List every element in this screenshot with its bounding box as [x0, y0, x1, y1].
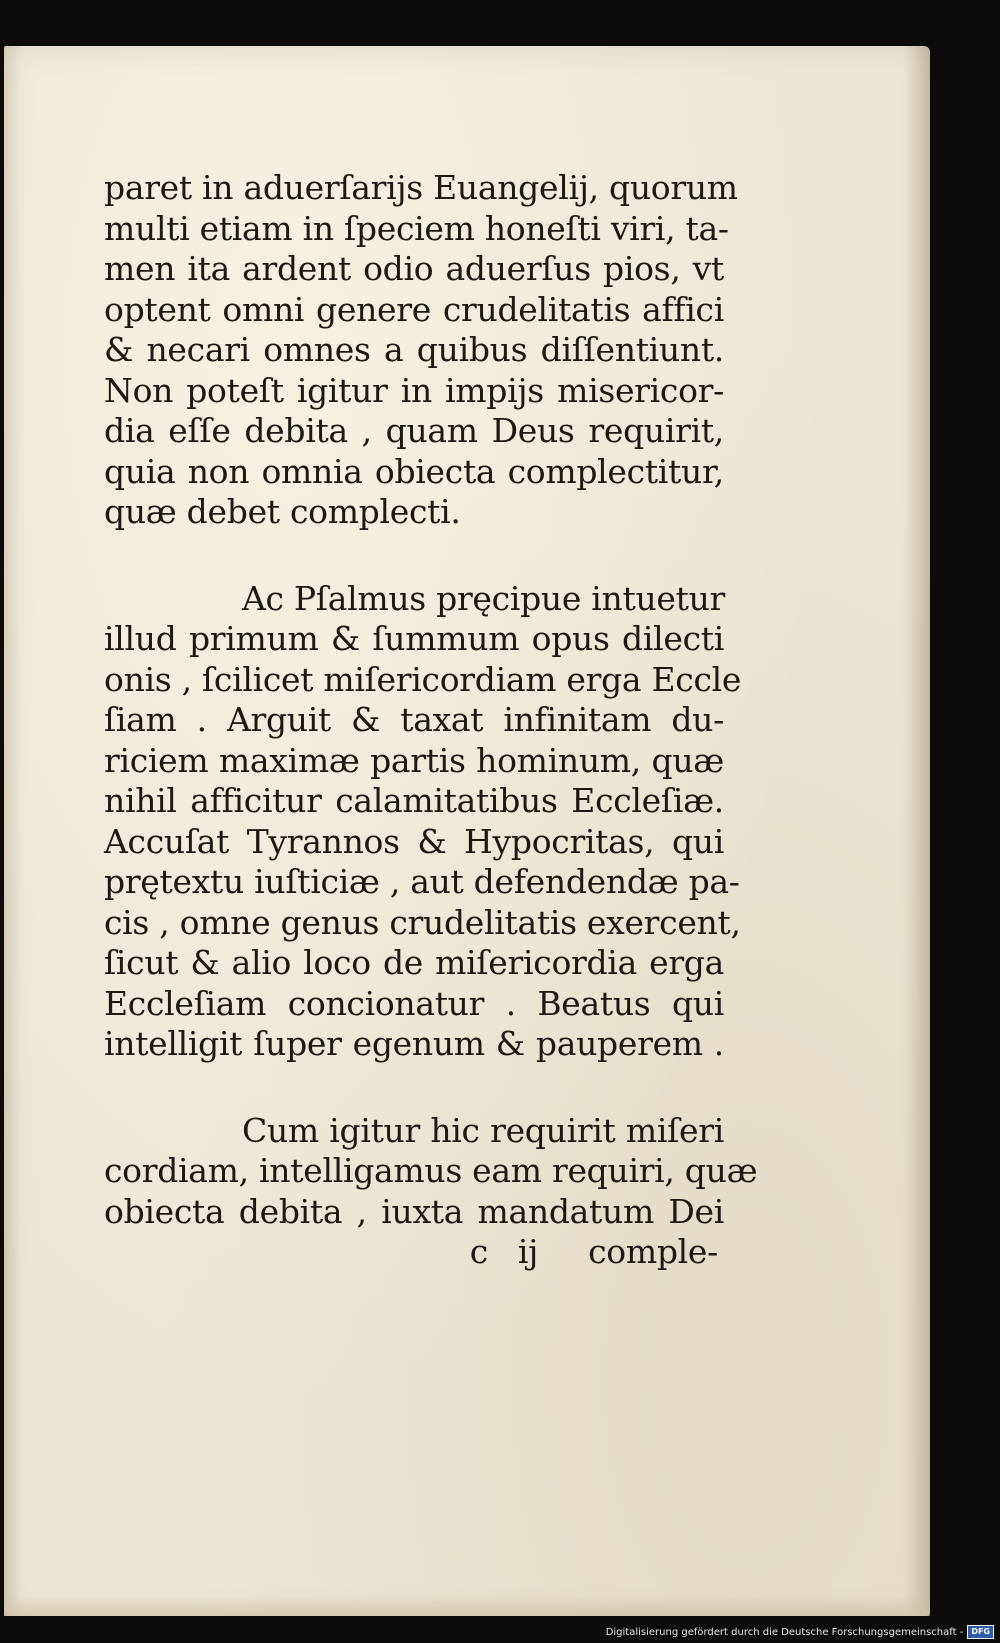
digitization-credit: [606, 1625, 994, 1639]
text-line: dia eſſe debita , quam Deus requirit,: [104, 411, 724, 450]
text-line: Cum igitur hic requirit miſeri: [242, 1110, 724, 1150]
signature-number: ij: [517, 1232, 539, 1271]
text-line: optent omni genere crudelitatis affici: [104, 289, 724, 329]
text-line: obiecta debita , iuxta mandatum Dei: [104, 1191, 724, 1231]
text-line: men ita ardent odio aduerſus pios, vt: [104, 249, 724, 288]
catchline: [104, 1232, 724, 1273]
text-line: ſicut & alio loco de miſericordia erga: [104, 943, 724, 982]
paragraph-2: [104, 578, 742, 1065]
text-line: riciem maximæ partis hominum, quæ: [104, 740, 724, 780]
text-line: quæ debet complecti.: [104, 492, 461, 531]
page-text: [104, 168, 758, 1273]
paragraph-3: [104, 1110, 758, 1233]
text-line: Accuſat Tyrannos & Hypocritas, qui: [104, 821, 724, 861]
text-line: Non poteſt igitur in impijs misericor-: [104, 370, 724, 410]
text-line: illud primum & ſummum opus dilecti: [104, 619, 724, 658]
text-line: quia non omnia obiecta complectitur,: [104, 451, 724, 491]
text-line: & necari omnes a quibus diſſentiunt.: [104, 330, 724, 369]
text-line: nihil afficitur calamitatibus Eccleſiæ.: [104, 781, 724, 820]
text-line: cis , omne genus crudelitatis exercent,: [104, 902, 741, 942]
dfg-logo: DFG: [967, 1625, 994, 1639]
text-line: Ac Pſalmus pręcipue intuetur: [242, 578, 726, 618]
text-line: ſiam . Arguit & taxat infinitam du-: [104, 700, 724, 739]
catchword: comple-: [588, 1232, 718, 1271]
text-line: prętextu iuſticiæ , aut defendendæ pa-: [104, 862, 740, 901]
text-line: paret in aduerſarijs Euangelij, quorum: [104, 168, 738, 207]
signature-mark: c: [469, 1232, 488, 1271]
text-line: intelligit ſuper egenum & pauperem .: [104, 1024, 724, 1063]
text-line: cordiam, intelligamus eam requiri, quæ: [104, 1151, 758, 1190]
credit-text: Digitalisierung gefördert durch die Deutsche Forschungsgemeinschaft -: [605, 1626, 964, 1638]
page-deckle-edge: [4, 1596, 930, 1616]
text-line: onis , ſcilicet miſericordiam erga Eccle: [104, 659, 742, 699]
paragraph-1: [104, 168, 738, 533]
text-line: multi etiam in ſpeciem honeſti viri, ta-: [104, 208, 729, 248]
text-line: Eccleſiam concionatur . Beatus qui: [104, 983, 724, 1023]
